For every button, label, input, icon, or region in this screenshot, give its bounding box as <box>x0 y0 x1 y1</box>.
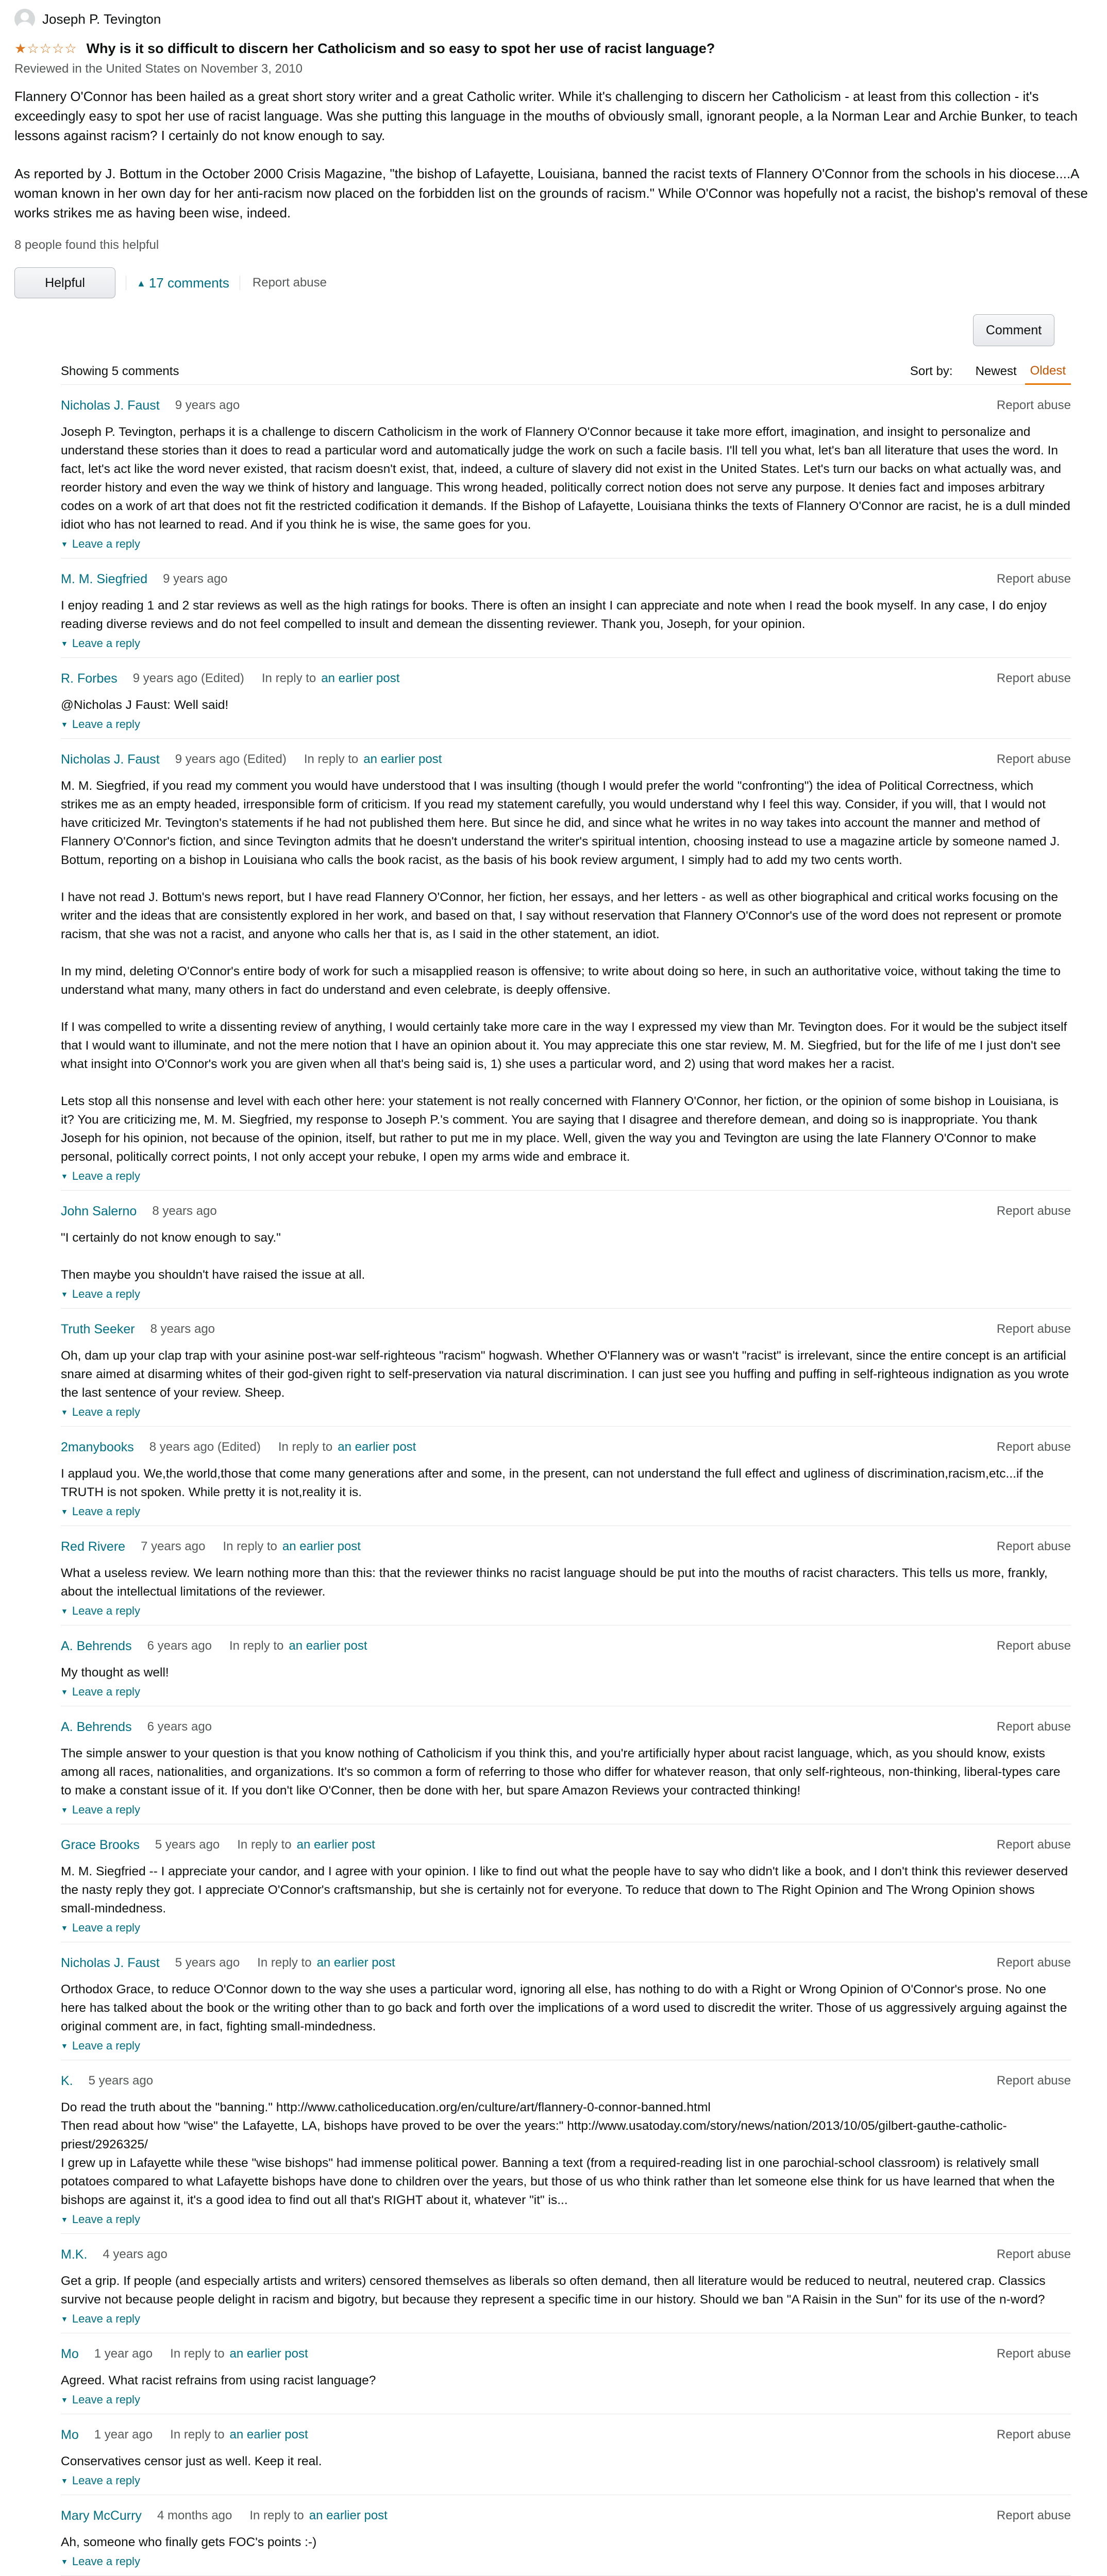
in-reply-to <box>278 1440 416 1454</box>
comment-paragraph: I applaud you. We,the world,those that come many generations after and some, in the present, can not understand the full effect and ugliness of discrimination,racism,etc...if the TRUTH is not spoken. While pretty it is not,reality it is. <box>61 1467 1044 1499</box>
review-body <box>14 87 1092 223</box>
chevron-down-icon: ▼ <box>61 1507 68 1516</box>
comment-author[interactable]: John Salerno <box>61 1204 137 1218</box>
comment-header <box>61 1537 1071 1556</box>
comment-date: 4 years ago <box>103 2247 167 2261</box>
chevron-down-icon: ▼ <box>61 1688 68 1696</box>
comments-toggle[interactable] <box>137 275 229 291</box>
in-reply-label: In reply to <box>278 1440 333 1454</box>
comment <box>61 1191 1071 1309</box>
report-abuse-link[interactable]: Report abuse <box>996 2247 1071 2261</box>
chevron-down-icon: ▼ <box>61 2557 68 2566</box>
leave-reply-label: Leave a reply <box>72 718 140 731</box>
comment-list <box>61 385 1071 2576</box>
in-reply-to <box>223 1539 360 1554</box>
leave-reply-label: Leave a reply <box>72 1405 140 1418</box>
comment-author[interactable]: Nicholas J. Faust <box>61 398 160 413</box>
comment-author[interactable]: Mo <box>61 2427 79 2442</box>
earlier-post-link[interactable]: an earlier post <box>229 2347 308 2361</box>
leave-reply-label: Leave a reply <box>72 1287 140 1300</box>
chevron-down-icon: ▼ <box>61 720 68 728</box>
chevron-down-icon: ▼ <box>61 1172 68 1180</box>
earlier-post-link[interactable]: an earlier post <box>316 1956 395 1970</box>
chevron-down-icon: ▼ <box>61 639 68 648</box>
report-abuse-link[interactable]: Report abuse <box>996 1639 1071 1653</box>
in-reply-label: In reply to <box>170 2428 225 2442</box>
comment-body <box>61 1465 1071 1502</box>
helpful-count: 8 people found this helpful <box>14 238 159 252</box>
report-abuse-link[interactable]: Report abuse <box>996 1838 1071 1852</box>
comment-date: 5 years ago <box>175 1956 240 1970</box>
comment-body <box>61 696 1071 715</box>
report-abuse-link[interactable]: Report abuse <box>996 1440 1071 1454</box>
sort-newest-tab[interactable]: Newest <box>975 364 1017 378</box>
comment-paragraph: Orthodox Grace, to reduce O'Connor down to the way she uses a particular word, ignoring all else, has nothing to do with a Right or Wrong Opinion of O'Connor's prose. No one here has talked about the book or the writing other than to go back and forth over the implications of a word used to discredit the writer. Those of us aggressively arguing against the original comment are, in fact, fighting small-mindedness. <box>61 1982 1067 2033</box>
leave-reply-label: Leave a reply <box>72 2474 140 2487</box>
sort-oldest-tab[interactable]: Oldest <box>1025 359 1071 385</box>
comment-author[interactable]: Mo <box>61 2346 79 2361</box>
leave-reply-link[interactable] <box>61 2474 1071 2487</box>
chevron-down-icon: ▼ <box>61 1290 68 1298</box>
report-abuse-link[interactable]: Report abuse <box>996 1720 1071 1734</box>
in-reply-label: In reply to <box>170 2347 225 2361</box>
leave-reply-label: Leave a reply <box>72 1170 140 1182</box>
chevron-down-icon: ▼ <box>61 2477 68 2485</box>
chevron-down-icon: ▼ <box>61 2315 68 2323</box>
comment <box>61 2414 1071 2495</box>
comment <box>61 1706 1071 1824</box>
leave-reply-link[interactable] <box>61 1685 1071 1699</box>
leave-reply-link[interactable] <box>61 2312 1071 2326</box>
comment-paragraph: M. M. Siegfried -- I appreciate your candor, and I agree with your opinion. I like to find out what the people have to say who didn't like a book, and I don't think this reviewer deserved the nasty reply they got. I appreciate O'Connor's craftsmanship, but she is certainly not for everyone. To reduce that down to The Right Opinion and The Wrong Opinion shows small-mindedness. <box>61 1865 1068 1916</box>
comment-body <box>61 423 1071 534</box>
comment-body <box>61 1229 1071 1284</box>
comment-author[interactable]: Mary McCurry <box>61 2508 142 2523</box>
leave-reply-label: Leave a reply <box>72 2312 140 2325</box>
chevron-down-icon: ▼ <box>61 1924 68 1932</box>
review-paragraph: As reported by J. Bottum in the October 2000 Crisis Magazine, "the bishop of Lafayette, Louisiana, banned the racist texts of Flannery O'Connor from the schools in his diocese....A woman known in her own day for her anti-racism now placed on the forbidden list on the grounds of racism." While O'Connor was hopefully not a racist, the bishop's removal of these works strikes me as having been wise, indeed. <box>14 166 1088 221</box>
earlier-post-link[interactable]: an earlier post <box>229 2428 308 2442</box>
comment-header <box>61 396 1071 415</box>
leave-reply-link[interactable] <box>61 2393 1071 2406</box>
report-abuse-link[interactable]: Report abuse <box>996 2428 1071 2442</box>
comment-body <box>61 1862 1071 1918</box>
comment-date: 9 years ago (Edited) <box>132 671 244 685</box>
comment-header <box>61 2072 1071 2090</box>
comment-author[interactable]: A. Behrends <box>61 1719 132 1734</box>
comment <box>61 2495 1071 2576</box>
comment-body <box>61 1664 1071 1682</box>
comment <box>61 2234 1071 2333</box>
comment-paragraph: Joseph P. Tevington, perhaps it is a challenge to discern Catholicism in the work of Flannery O'Connor because it take more effort, imagination, and insight to personalize and understand these stories than it does to read a particular word and automatically judge the work on such a facile basis. I'll tell you what, let's ban all literature that uses the word. In fact, let's act like the word never existed, that racism doesn't exist, that, indeed, a culture of slavery did not exist in the United States. Let's turn our backs on what actually was, and reorder history and even the way we think of history and language. This wrong headed, politically correct notion does not serve any purpose. It denies fact and imposes arbitrary codes on a work of art that does not fit the restricted codification it demands. If the Bishop of Lafayette, Louisiana thinks the texts of Flannery O'Connor are racist, he is a dull minded idiot who has not learned to read. And if you think he is wise, the same goes for you. <box>61 425 1070 532</box>
leave-reply-label: Leave a reply <box>72 1604 140 1617</box>
comment-paragraph: Do read the truth about the "banning." http://www.catholiceducation.org/en/culture/art/flannery-0-connor-banned.html Then read about how "wise" the Lafayette, LA, bishops have proved to be over the years:" http://www.usatoday.com/story/news/nation/2013/10/05/gilbert-gauthe-catholic-priest/2926325/ I grew up in Lafayette while these "wise bishops" had immense political power. Banning a text (from a required-reading list in one parochial-school classroom) is relatively small potatoes compared to what Lafayette bishops have done to children over the years, but those of us who think rather than let someone else think for us have learned that when the bishops are against it, it's a good idea to find out all that's RIGHT about it, whatever "it" is... <box>61 2100 1055 2207</box>
leave-reply-link[interactable] <box>61 2555 1071 2568</box>
comment-body <box>61 2098 1071 2210</box>
comment-author[interactable]: R. Forbes <box>61 671 118 686</box>
in-reply-to <box>262 671 399 686</box>
review-title-row <box>14 38 1092 59</box>
comment-body <box>61 777 1071 1166</box>
leave-reply-label: Leave a reply <box>72 537 140 550</box>
comment-paragraph: In my mind, deleting O'Connor's entire body of work for such a misapplied reason is offensive; to write about doing so here, in such an authoritative voice, without taking the time to understand what many, many others in fact do understand and even celebrate, is deeply offensive. <box>61 964 1061 997</box>
chevron-down-icon: ▼ <box>61 2396 68 2404</box>
comment-date: 9 years ago <box>163 572 228 586</box>
in-reply-label: In reply to <box>257 1956 312 1970</box>
report-abuse-link[interactable]: Report abuse <box>996 572 1071 586</box>
comment-author[interactable]: M. M. Siegfried <box>61 571 148 586</box>
comment <box>61 1942 1071 2060</box>
comment-paragraph: M. M. Siegfried, if you read my comment you would have understood that I was insulting (though I would prefer the world "confronting") the idea of Political Correctness, which strikes me as an empty headed, irresponsible form of criticism. If you read my statement carefully, you would understand why I feel this way. Consider, if you will, that I would not have criticized Mr. Tevington's statements if he had not published them here. But since he did, and since what he writes in no way takes into account the manner and method of Flannery O'Connor's fiction, and since Tevington admits that he doesn't understand the writer's spiritual intention, choosing instead to use a magazine article by someone named J. Bottum, reporting on a bishop in Louisiana who calls the book racist, as the basis of his book review argument, I simply had to add my two cents worth. <box>61 779 1060 867</box>
comment-body <box>61 2533 1071 2552</box>
leave-reply-link[interactable] <box>61 2039 1071 2053</box>
leave-reply-label: Leave a reply <box>72 2555 140 2568</box>
leave-reply-link[interactable] <box>61 2213 1071 2226</box>
comment-body <box>61 1347 1071 1402</box>
leave-reply-link[interactable] <box>61 1405 1071 1419</box>
comment-date: 5 years ago <box>155 1838 220 1852</box>
comment-header <box>61 669 1071 688</box>
comment <box>61 739 1071 1191</box>
showing-count: Showing 5 comments <box>61 364 179 378</box>
leave-reply-label: Leave a reply <box>72 1685 140 1698</box>
comment-date: 6 years ago <box>147 1639 212 1653</box>
chevron-down-icon: ▼ <box>61 1607 68 1615</box>
leave-reply-link[interactable] <box>61 1803 1071 1817</box>
comment-paragraph: Lets stop all this nonsense and level with each other here: your statement is not really concerned with Flannery O'Connor, her fiction, or the opinion of some bishop in Louisiana, is it? You are criticizing me, M. M. Siegfried, my response to Joseph P.'s comment. You are saying that I disagree and therefore demean, and doing so is inappropriate. You thank Joseph for his opinion, not because of the opinion, itself, but rather to put me in my place. Well, given the way you and Tevington are using the late Flannery O'Connor to make personal, politically correct points, I not only accept your rebuke, I open my arms wide and embrace it. <box>61 1094 1059 1164</box>
comment-date: 5 years ago <box>88 2074 154 2088</box>
comment <box>61 558 1071 658</box>
comments-section <box>61 314 1071 2576</box>
comment-author[interactable]: Truth Seeker <box>61 1321 135 1336</box>
comment-paragraph: Oh, dam up your clap trap with your asinine post-war self-righteous "racism" hogwash. Whether O'Flannery was or wasn't "racist" is irrelevant, since the entire concept is an artificial snare aimed at disarming whites of their god-given right to self-preservation via natural discrimination. I can just see you huffing and puffing in self-righteous indignation as you wrote the last sentence of your review. Sheep. <box>61 1349 1069 1400</box>
comment-body <box>61 1980 1071 2036</box>
comment <box>61 658 1071 739</box>
comment-body <box>61 1564 1071 1601</box>
earlier-post-link[interactable]: an earlier post <box>338 1440 416 1454</box>
comment-header <box>61 1718 1071 1736</box>
comment-body <box>61 2452 1071 2471</box>
comment-author[interactable]: Nicholas J. Faust <box>61 1955 160 1970</box>
review-page <box>14 0 1092 2576</box>
comment-paragraph: Agreed. What racist refrains from using racist language? <box>61 2374 376 2387</box>
in-reply-label: In reply to <box>237 1838 292 1852</box>
in-reply-label: In reply to <box>261 671 316 685</box>
comment-header <box>61 1836 1071 1854</box>
comment-paragraph: I enjoy reading 1 and 2 star reviews as well as the high ratings for books. There is often an insight I can appreciate and note when I read the book myself. In any case, I do enjoy reading diverse reviews and do not feel compelled to insult and demean the dissenting reviewer. Thank you, Joseph, for your opinion. <box>61 599 1047 631</box>
report-abuse-link[interactable]: Report abuse <box>996 671 1071 685</box>
report-abuse-link[interactable]: Report abuse <box>996 1322 1071 1336</box>
report-abuse-link[interactable]: Report abuse <box>996 1539 1071 1553</box>
comment-author[interactable]: Nicholas J. Faust <box>61 752 160 767</box>
leave-reply-label: Leave a reply <box>72 2393 140 2406</box>
comment-author[interactable]: 2manybooks <box>61 1439 134 1454</box>
earlier-post-link[interactable]: an earlier post <box>321 671 400 685</box>
review-date: Reviewed in the United States on November 3, 2010 <box>14 62 303 76</box>
comment-date: 8 years ago (Edited) <box>149 1440 261 1454</box>
earlier-post-link[interactable]: an earlier post <box>282 1539 361 1553</box>
leave-reply-link[interactable] <box>61 537 1071 551</box>
sort-label: Sort by: <box>910 364 953 378</box>
in-reply-to <box>249 2509 387 2523</box>
comment-author[interactable]: Grace Brooks <box>61 1837 140 1852</box>
leave-reply-link[interactable] <box>61 1921 1071 1935</box>
comment-header <box>61 1954 1071 1972</box>
comment-date: 1 year ago <box>94 2347 153 2361</box>
comment-body <box>61 1744 1071 1800</box>
comment-header <box>61 750 1071 769</box>
comment-paragraph: Conservatives censor just as well. Keep it real. <box>61 2454 322 2468</box>
comment-header <box>61 1202 1071 1221</box>
comment-button-row <box>61 314 1071 346</box>
leave-reply-link[interactable] <box>61 1604 1071 1618</box>
comment <box>61 1526 1071 1625</box>
comment <box>61 2333 1071 2414</box>
leave-reply-link[interactable] <box>61 718 1071 731</box>
comment-paragraph: Then maybe you shouldn't have raised the issue at all. <box>61 1268 365 1282</box>
comment-date: 7 years ago <box>141 1539 206 1553</box>
comment-paragraph: I have not read J. Bottum's news report, but I have read Flannery O'Connor, her fiction, her essays, and her letters - as well as other biographical and critical works focusing on the writer and the ideas that are consistently explored in her work, and based on that, I say without reservation that Flannery O'Connor's use of the word does not represent or promote racism, that she was not a racist, and anyone who calls her that is, as I said in the other statement, an idiot. <box>61 890 1062 941</box>
comment-header <box>61 1438 1071 1456</box>
helpful-button[interactable]: Helpful <box>14 267 115 298</box>
comment-author[interactable]: K. <box>61 2073 73 2088</box>
chevron-up-icon: ▲ <box>137 278 146 289</box>
comment-paragraph: The simple answer to your question is that you know nothing of Catholicism if you think this, and you're artificially hyper about racist language, which, as you should know, exists among all races, nationalities, and organizations. It's so common a form of referring to those who differ for whatever reason, that only self-righteous, non-thinking, liberal-types care to make a constant issue of it. If you don't like O'Conner, then be done with her, but spare Amazon Reviews your contracted thinking! <box>61 1747 1061 1798</box>
in-reply-to <box>170 2347 308 2361</box>
leave-reply-label: Leave a reply <box>72 1803 140 1816</box>
review-actions <box>14 267 1092 299</box>
comment-date: 1 year ago <box>94 2428 153 2442</box>
in-reply-label: In reply to <box>249 2509 304 2522</box>
leave-reply-link[interactable] <box>61 1287 1071 1301</box>
comment-body <box>61 597 1071 634</box>
leave-reply-label: Leave a reply <box>72 1921 140 1934</box>
comment-paragraph: What a useless review. We learn nothing more than this: that the reviewer thinks no racist language should be put into the mouths of racist characters. This tells us more, frankly, about the intellectual limitations of the reviewer. <box>61 1566 1048 1599</box>
chevron-down-icon: ▼ <box>61 2215 68 2224</box>
leave-reply-link[interactable] <box>61 637 1071 650</box>
reviewer-name[interactable]: Joseph P. Tevington <box>42 11 161 27</box>
comment <box>61 1625 1071 1706</box>
star-rating-icon: ★☆☆☆☆ <box>14 40 77 56</box>
leave-reply-label: Leave a reply <box>72 2039 140 2052</box>
in-reply-label: In reply to <box>229 1639 284 1653</box>
report-abuse-link[interactable]: Report abuse <box>252 276 327 290</box>
in-reply-to <box>304 752 442 767</box>
in-reply-label: In reply to <box>223 1539 277 1553</box>
report-abuse-link[interactable]: Report abuse <box>996 752 1071 766</box>
comment <box>61 1427 1071 1526</box>
chevron-down-icon: ▼ <box>61 2042 68 2050</box>
in-reply-to <box>170 2428 308 2442</box>
report-abuse-link[interactable]: Report abuse <box>996 1956 1071 1970</box>
sort-control <box>910 359 1071 385</box>
comment-header <box>61 2426 1071 2444</box>
earlier-post-link[interactable]: an earlier post <box>309 2509 388 2522</box>
in-reply-to <box>229 1639 367 1653</box>
comment-header <box>61 2345 1071 2363</box>
report-abuse-link[interactable]: Report abuse <box>996 1204 1071 1218</box>
comment <box>61 385 1071 558</box>
comment-author[interactable]: M.K. <box>61 2247 88 2262</box>
comments-count: 17 comments <box>148 275 229 291</box>
comment-paragraph: @Nicholas J Faust: Well said! <box>61 698 229 712</box>
chevron-down-icon: ▼ <box>61 1806 68 1814</box>
earlier-post-link[interactable]: an earlier post <box>289 1639 367 1653</box>
comment-date: 6 years ago <box>147 1720 212 1734</box>
comment-date: 9 years ago <box>175 398 240 412</box>
comment-header <box>61 570 1071 588</box>
leave-reply-label: Leave a reply <box>72 2213 140 2226</box>
chevron-down-icon: ▼ <box>61 1408 68 1416</box>
comments-toolbar <box>61 359 1071 385</box>
comment-date: 8 years ago <box>150 1322 215 1336</box>
avatar-icon <box>14 9 35 29</box>
in-reply-label: In reply to <box>304 752 359 766</box>
earlier-post-link[interactable]: an earlier post <box>363 752 442 766</box>
comment-header <box>61 1637 1071 1655</box>
comment <box>61 1309 1071 1427</box>
in-reply-to <box>237 1838 375 1852</box>
comment-date: 9 years ago (Edited) <box>175 752 287 766</box>
comment-paragraph: Get a grip. If people (and especially artists and writers) censored themselves as liberals so often demand, then all literature would be reduced to neutral, neutered crap. Classics survive not because people delight in racism and bigotry, but because they represent a specific time in our history. Should we ban "A Raisin in the Sun" for its use of the n-word? <box>61 2274 1046 2307</box>
earlier-post-link[interactable]: an earlier post <box>296 1838 375 1852</box>
comment-button[interactable]: Comment <box>973 314 1054 346</box>
leave-reply-label: Leave a reply <box>72 1505 140 1518</box>
report-abuse-link[interactable]: Report abuse <box>996 398 1071 412</box>
comment <box>61 1824 1071 1942</box>
comment-body <box>61 2371 1071 2390</box>
review-title[interactable]: Why is it so difficult to discern her Catholicism and so easy to spot her use of racist language? <box>86 40 715 56</box>
comment-date: 8 years ago <box>152 1204 217 1218</box>
comment-paragraph: "I certainly do not know enough to say." <box>61 1231 281 1245</box>
comment-paragraph: If I was compelled to write a dissenting review of anything, I would certainly take more care in the way I expressed my view than Mr. Tevington does. For it would be the subject itself that I would want to illuminate, and not the mere notion that I have an opinion about it. You may appreciate this one star review, M. M. Siegfried, but for the life of me I just don't see what insight into O'Connor's work you are given when all that's being said is, 1) she uses a particular word, and 2) using that word makes her a racist. <box>61 1020 1067 1071</box>
report-abuse-link[interactable]: Report abuse <box>996 2347 1071 2361</box>
comment-paragraph: Ah, someone who finally gets FOC's points :-) <box>61 2535 317 2549</box>
comment-paragraph: My thought as well! <box>61 1666 169 1680</box>
comment-date: 4 months ago <box>157 2509 232 2522</box>
report-abuse-link[interactable]: Report abuse <box>996 2509 1071 2522</box>
review-paragraph: Flannery O'Connor has been hailed as a great short story writer and a great Catholic writer. While it's challenging to discern her Catholicism - at least from this collection - it's exceedingly easy to spot her use of racist language. Was she putting this language in the mouths of obviously small, ignorant people, a la Norman Lear and Archie Bunker, to teach lessons against racism? I certainly do not know enough to say. <box>14 89 1078 143</box>
chevron-down-icon: ▼ <box>61 540 68 548</box>
comment-header <box>61 2506 1071 2525</box>
reviewer-profile[interactable] <box>14 0 1092 38</box>
comment-header <box>61 1320 1071 1338</box>
comment <box>61 2060 1071 2234</box>
comment-body <box>61 2272 1071 2309</box>
leave-reply-link[interactable] <box>61 1505 1071 1518</box>
comment-author[interactable]: A. Behrends <box>61 1638 132 1653</box>
in-reply-to <box>257 1956 395 1970</box>
leave-reply-link[interactable] <box>61 1170 1071 1183</box>
comment-header <box>61 2245 1071 2264</box>
report-abuse-link[interactable]: Report abuse <box>996 2074 1071 2088</box>
leave-reply-label: Leave a reply <box>72 637 140 650</box>
comment-author[interactable]: Red Rivere <box>61 1539 126 1554</box>
